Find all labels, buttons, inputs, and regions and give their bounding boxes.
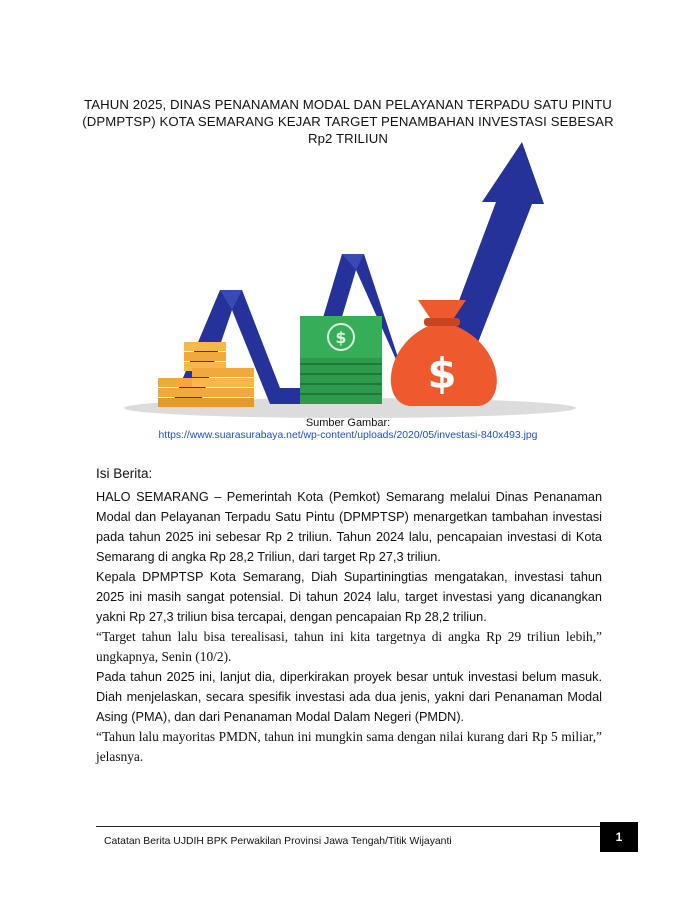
banknote-stack xyxy=(300,316,382,404)
banknote-dollar-symbol: $ xyxy=(335,328,347,347)
paragraph: HALO SEMARANG – Pemerintah Kota (Pemkot) Semarang melalui Dinas Penanaman Modal dan Pelayanan Terpadu Satu Pintu (DPMPTSP) menargetkan tambahan investasi pada tahun 2025 ini sebesar Rp 2 triliun. Tahun 2024 lalu, pencapaian investasi di Kota Semarang di angka Rp 28,2 Triliun, dari target Rp 27,3 triliun. xyxy=(96,490,602,564)
page-number-badge: 1 xyxy=(600,822,638,852)
paragraph: Kepala DPMPTSP Kota Semarang, Diah Supartiningtias mengatakan, investasi tahun 2025 ini masih sangat potensial. Di tahun 2024 lalu, target investasi yang dicanangkan yakni Rp 27,3 triliun bisa tercapai, dengan pencapaian Rp 28,2 triliun. xyxy=(96,570,602,624)
article-body xyxy=(96,487,602,767)
image-source-link[interactable]: https://www.suarasurabaya.net/wp-content/uploads/2020/05/investasi-840x493.jpg xyxy=(158,430,538,441)
article-title: TAHUN 2025, DINAS PENANAMAN MODAL DAN PELAYANAN TERPADU SATU PINTU (DPMPTSP) KOTA SEMARANG KEJAR TARGET PENAMBAHAN INVESTASI SEBESAR Rp2 TRILIUN xyxy=(82,97,614,146)
section-heading: Isi Berita: xyxy=(96,466,153,481)
paragraph: Pada tahun 2025 ini, lanjut dia, diperkirakan proyek besar untuk investasi belum masuk. Diah menjelaskan, secara spesifik investasi ada dua jenis, yakni dari Penanaman Modal Asing (PMA), dan dari Penanaman Modal Dalam Negeri (PMDN). xyxy=(96,670,602,724)
quote-paragraph: “Target tahun lalu bisa terealisasi, tahun ini kita targetnya di angka Rp 29 triliun lebih,” ungkapnya, Senin (10/2). xyxy=(96,629,602,664)
footer-divider xyxy=(96,826,600,827)
money-bag-dollar-icon: $ xyxy=(427,349,457,398)
investment-illustration xyxy=(120,142,580,420)
image-source-label: Sumber Gambar: xyxy=(305,417,391,429)
footer-text: Catatan Berita UJDIH BPK Perwakilan Provinsi Jawa Tengah/Titik Wijayanti xyxy=(104,836,452,847)
quote-paragraph: “Tahun lalu mayoritas PMDN, tahun ini mungkin sama dengan nilai kurang dari Rp 5 miliar,” jelasnya. xyxy=(96,729,602,764)
